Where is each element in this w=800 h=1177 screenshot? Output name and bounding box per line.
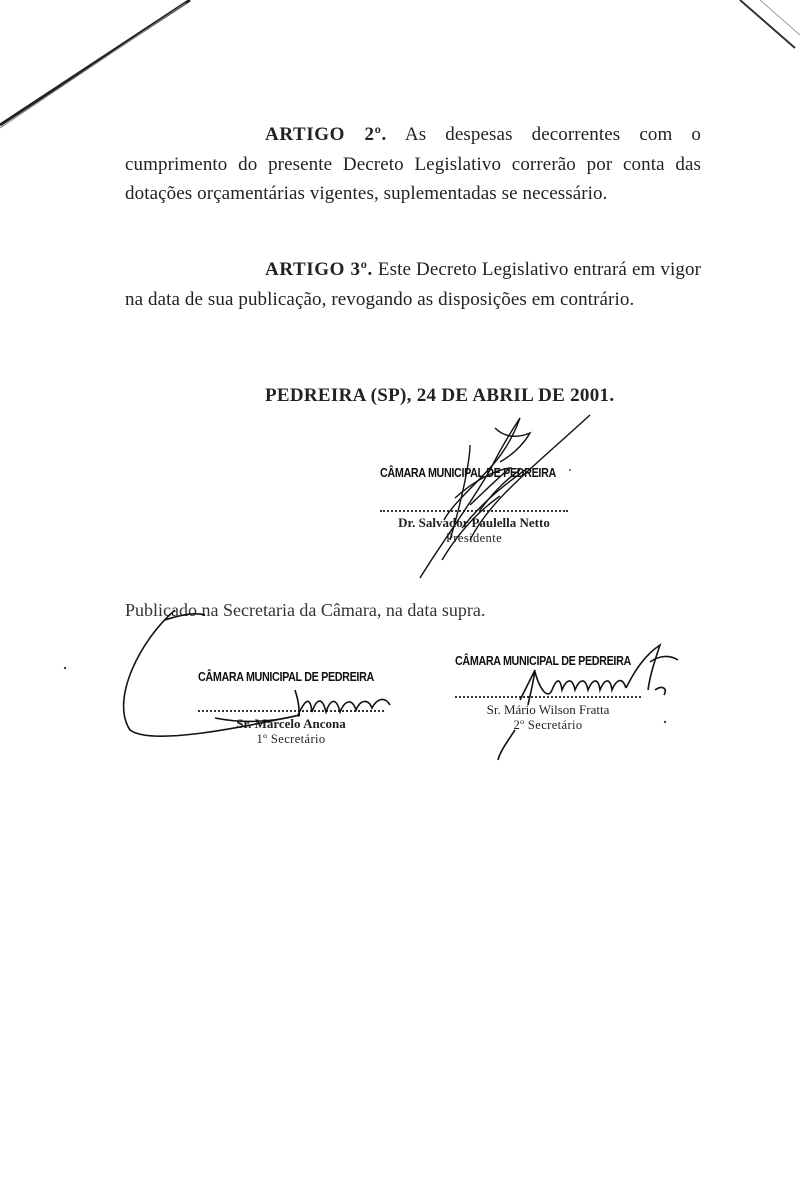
article-3-heading: ARTIGO 3º. [265, 259, 373, 280]
president-org-stamp: CÂMARA MUNICIPAL DE PEDREIRA [380, 466, 556, 480]
second-secretary-role: 2º Secretário [513, 718, 583, 732]
second-secretary-org-stamp: CÂMARA MUNICIPAL DE PEDREIRA [455, 654, 631, 668]
president-signature-block [380, 466, 568, 546]
publication-note: Publicado na Secretaria da Câmara, na data supra. [125, 600, 486, 620]
president-role: Presidente [445, 531, 503, 545]
second-secretary-signature-block [455, 654, 641, 733]
article-2-text: As despesas decorrentes com o cumprimento do presente Decreto Legislativo correrão por conta das dotações orçamentárias vigentes, suplementadas se necessário. [125, 124, 701, 204]
president-name: Dr. Salvador Paulella Netto [398, 515, 550, 530]
first-secretary-role: 1º Secretário [256, 732, 326, 746]
president-signature-line [380, 510, 568, 512]
first-secretary-name: Sr. Marcelo Ancona [236, 716, 346, 731]
article-2-heading: ARTIGO 2º. [265, 124, 387, 145]
article-3-paragraph [125, 255, 701, 314]
second-secretary-signature-line [455, 696, 641, 698]
second-secretary-name: Sr. Mário Wilson Fratta [486, 702, 610, 717]
place-and-date: PEDREIRA (SP), 24 DE ABRIL DE 2001. [265, 385, 615, 406]
article-3-text: Este Decreto Legislativo entrará em vigor na data de sua publicação, revogando as disposições em contrário. [125, 259, 701, 310]
article-2-paragraph [125, 120, 701, 209]
first-secretary-signature-block [198, 670, 384, 747]
first-secretary-org-stamp: CÂMARA MUNICIPAL DE PEDREIRA [198, 670, 374, 684]
first-secretary-signature-line [198, 710, 384, 712]
